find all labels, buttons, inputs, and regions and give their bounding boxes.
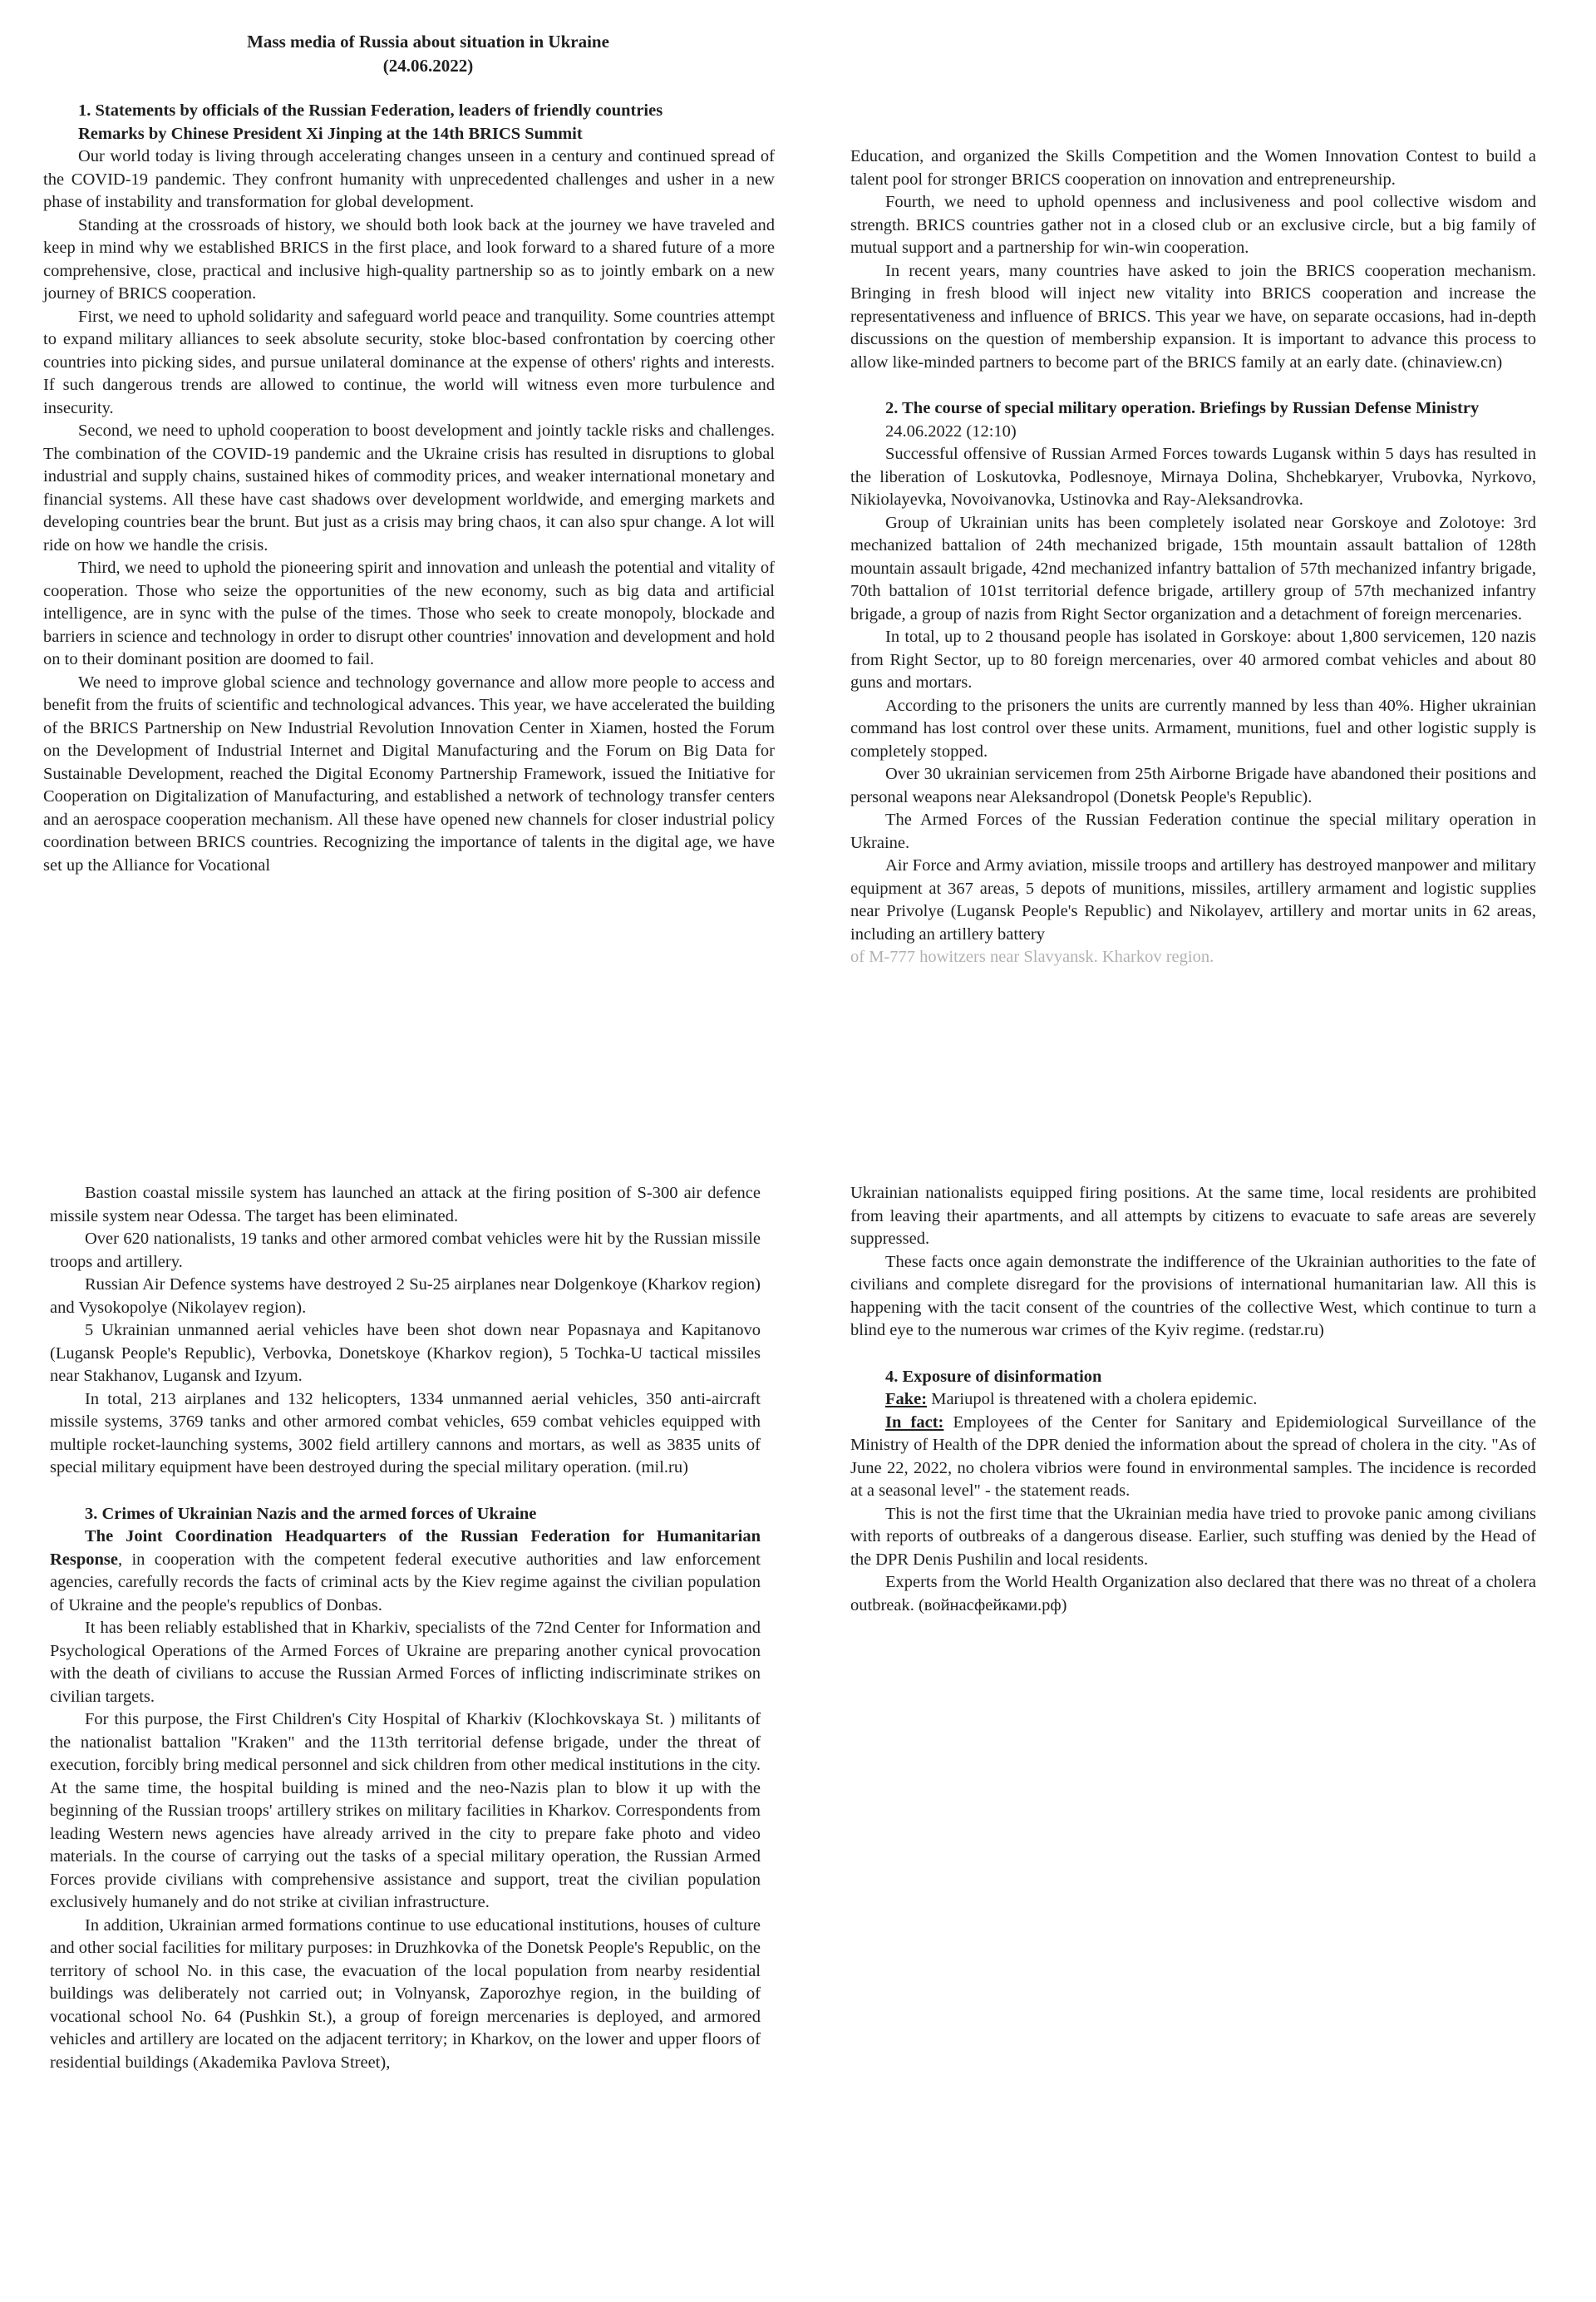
paragraph: Our world today is living through accelerating changes unseen in a century and continued spread of the COVID-19 pandemic. They confront humanity with unprecedented challenges and usher in a new phase of instability and transformation for global development. (43, 147, 775, 211)
column-bottom-right (850, 1182, 1536, 1617)
infact-text: Employees of the Center for Sanitary and Epidemiological Surveillance of the Ministry of Health of the DPR denied the information about the spread of cholera in the city. "As of June 22, 2022, no cholera vibrios were found in environmental samples. The incidence is recorded at a seasonal level" - the statement reads. (850, 1412, 1536, 1500)
paragraph: In total, up to 2 thousand people has isolated in Gorskoye: about 1,800 servicemen, 120 nazis from Right Sector, up to 80 foreign mercenaries, over 40 armored combat vehicles and about 80 guns and mortars. (850, 628, 1536, 692)
paragraph: Bastion coastal missile system has launched an attack at the firing position of S-300 air defence missile system near Odessa. The target has been eliminated. (50, 1184, 761, 1225)
paragraph: Russian Air Defence systems have destroyed 2 Su-25 airplanes near Dolgenkoye (Kharkov region) and Vysokopolye (Nikolayev region). (50, 1275, 761, 1317)
infact-paragraph (850, 1412, 1536, 1503)
section-2-heading: 2. The course of special military operation. Briefings by Russian Defense Ministry (885, 399, 1480, 417)
paragraph: Over 620 nationalists, 19 tanks and other armored combat vehicles were hit by the Russian missile troops and artillery. (50, 1230, 761, 1271)
fake-paragraph (850, 1388, 1536, 1412)
document-title (195, 30, 661, 78)
fake-text: Mariupol is threatened with a cholera epidemic. (927, 1390, 1258, 1408)
paragraph: According to the prisoners the units are currently manned by less than 40%. Higher ukrainian command has lost control over these units. Armament, munitions, fuel and other logistic supply is completely stopped. (850, 696, 1536, 761)
briefing-time: 24.06.2022 (12:10) (885, 421, 1017, 441)
paragraph: For this purpose, the First Children's City Hospital of Kharkiv (Klochkovskaya St. ) militants of the nationalist battalion "Kraken" and the 113th territorial defense brigade, under the threat of execution, forcibly bring medical personnel and sick children from other medical institutions in the city. At the same time, the hospital building is mined and the neo-Nazis plan to blow it up with the beginning of the Russian troops' artillery strikes on military facilities in Kharkov. Correspondents from leading Western news agencies have already arrived in the city to prepare fake photo and video materials. In the course of carrying out the tasks of a special military operation, the Russian Armed Forces provide civilians with comprehensive assistance and support, treat the civilian population exclusively humanely and do not strike at civilian infrastructure. (50, 1710, 761, 1911)
infact-label: In fact: (885, 1412, 944, 1432)
column-bottom-left (50, 1182, 761, 2074)
paragraph: Group of Ukrainian units has been completely isolated near Gorskoye and Zolotoye: 3rd mechanized battalion of 24th mechanized brigade, 15th mountain assault battalion of 128th mountain assault brigade, 42nd mechanized infantry battalion of 57th mechanized infantry brigade, 70th battalion of 101st territorial defence brigade, artillery group of 57th mechanized infantry brigade, a group of nazis from Right Sector organization and a detachment of foreign mercenaries. (850, 513, 1536, 624)
paragraph: First, we need to uphold solidarity and safeguard world peace and tranquility. Some countries attempt to expand military alliances to seek absolute security, stoke bloc-based confrontation by coercing other countries into picking sides, and pursue unilateral dominance at the expense of others' rights and interests. If such dangerous trends are allowed to continue, the world will witness even more turbulence and insecurity. (43, 307, 775, 417)
paragraph: In total, 213 airplanes and 132 helicopters, 1334 unmanned aerial vehicles, 350 anti-aircraft missile systems, 3769 tanks and other armored combat vehicles, 659 combat vehicles equipped with multiple rocket-launching systems, 3002 field artillery cannons and mortars, as well as 3835 units of special military equipment have been destroyed during the special military operation. (mil.ru) (50, 1389, 761, 1476)
paragraph: Third, we need to uphold the pioneering spirit and innovation and unleash the potential and vitality of cooperation. Those who seize the opportunities of the new economy, such as big data and artificial intelligence, are in sync with the pulse of the times. Those who seek to create monopoly, blockade and barriers in science and technology in order to disrupt other countries' innovation and development and hold on to their dominant position are doomed to fail. (43, 559, 775, 668)
paragraph: It has been reliably established that in Kharkiv, specialists of the 72nd Center for Information and Psychological Operations of the Armed Forces of Ukraine are preparing another cynical provocation with the death of civilians to accuse the Russian Armed Forces of inflicting indiscriminate strikes on civilian targets. (50, 1619, 761, 1706)
paragraph: Over 30 ukrainian servicemen from 25th Airborne Brigade have abandoned their positions and personal weapons near Aleksandropol (Donetsk People's Republic). (850, 765, 1536, 806)
section-3-heading: 3. Crimes of Ukrainian Nazis and the armed forces of Ukraine (85, 1504, 537, 1523)
paragraph: These facts once again demonstrate the indifference of the Ukrainian authorities to the fate of civilians and complete disregard for the provisions of international humanitarian law. All this is happening with the tacit consent of the countries of the collective West, which continue to turn a blind eye to the numerous war crimes of the Kyiv regime. (redstar.ru) (850, 1252, 1536, 1339)
jch-rest: , in cooperation with the competent federal executive authorities and law enforcement agencies, carefully records the facts of criminal acts by the Kiev regime against the civilian population of Ukraine and the people's republics of Donbas. (50, 1550, 761, 1614)
paragraph: Experts from the World Health Organization also declared that there was no threat of a cholera outbreak. (войнасфейками.рф) (850, 1573, 1536, 1614)
paragraph: Education, and organized the Skills Competition and the Women Innovation Contest to build a talent pool for stronger BRICS cooperation on innovation and entrepreneurship. (850, 147, 1536, 189)
paragraph: This is not the first time that the Ukrainian media have tried to provoke panic among civilians with reports of outbreaks of a dangerous disease. Earlier, such stuffing was denied by the Head of the DPR Denis Pushilin and local residents. (850, 1504, 1536, 1569)
section-1-subheading: Remarks by Chinese President Xi Jinping at the 14th BRICS Summit (78, 124, 583, 143)
paragraph: Fourth, we need to uphold openness and inclusiveness and pool collective wisdom and strength. BRICS countries gather not in a closed club or an exclusive circle, but a big family of mutual support and a partnership for win-win cooperation. (850, 193, 1536, 257)
paragraph (50, 1526, 761, 1617)
title-date: (24.06.2022) (382, 56, 474, 76)
paragraph: 5 Ukrainian unmanned aerial vehicles have been shot down near Popasnaya and Kapitanovo (Lugansk People's Republic), Verbovka, Donetskoye (Kharkov region), 5 Tochka-U tactical missiles near Stakhanov, Lugansk and Izyum. (50, 1321, 761, 1385)
jch-bold: The Joint Coordination Headquarters of the Russian Federation for Humanitarian Response (50, 1527, 761, 1569)
column-top-left (43, 100, 775, 877)
paragraph: In recent years, many countries have asked to join the BRICS cooperation mechanism. Bringing in fresh blood will inject new vitality into BRICS cooperation and increase the representativeness and influence of BRICS. This year we have, on separate occasions, had in-depth discussions on the question of membership expansion. It is important to advance this process to allow like-minded partners to become part of the BRICS family at an early date. (chinaview.cn) (850, 261, 1536, 372)
paragraph: Successful offensive of Russian Armed Forces towards Lugansk within 5 days has resulted in the liberation of Loskutovka, Podlesnoye, Mirnaya Dolina, Shchebkaryer, Vrubovka, Nyrkovo, Nikiolayevka, Novoivanovka, Ustinovka and Ray-Aleksandrovka. (850, 445, 1536, 509)
section-1-heading: 1. Statements by officials of the Russian Federation, leaders of friendly countries (78, 101, 663, 120)
paragraph: Air Force and Army aviation, missile troops and artillery has destroyed manpower and military equipment at 367 areas, 5 depots of munitions, missiles, artillery armament and logistic supplies near Privolye (Lugansk People's Republic) and Nikolayev, artillery and mortar units in 62 areas, including an artillery battery (850, 856, 1536, 944)
paragraph: Second, we need to uphold cooperation to boost development and jointly tackle risks and challenges. The combination of the COVID-19 pandemic and the Ukraine crisis has resulted in disruptions to global industrial and supply chains, sustained hikes of commodity prices, and weaker international monetary and financial systems. All these have cast shadows over development worldwide, and emerging markets and developing countries bear the brunt. But just as a crisis may bring chaos, it can also spur change. A lot will ride on how we handle the crisis. (43, 421, 775, 555)
title-text: Mass media of Russia about situation in Ukraine (247, 32, 609, 52)
paragraph: The Armed Forces of the Russian Federation continue the special military operation in Ukraine. (850, 811, 1536, 852)
cutoff-line: of M-777 howitzers near Slavyansk. Kharkov region. (850, 948, 1214, 966)
paragraph: Ukrainian nationalists equipped firing positions. At the same time, local residents are prohibited from leaving their apartments, and all attempts by citizens to evacuate to safe areas are severely suppressed. (850, 1184, 1536, 1248)
paragraph: We need to improve global science and technology governance and allow more people to access and benefit from the fruits of scientific and technological advances. This year, we have accelerated the building of the BRICS Partnership on New Industrial Revolution Innovation Center in Xiamen, hosted the Forum on the Development of Industrial Internet and Digital Manufacturing and the Forum on Big Data for Sustainable Development, reached the Digital Economy Partnership Framework, issued the Initiative for Cooperation on Digitalization of Manufacturing, and established a network of technology transfer centers and an aerospace cooperation mechanism. All these have opened new channels for closer industrial policy coordination between BRICS countries. Recognizing the importance of talents in the digital age, we have set up the Alliance for Vocational (43, 673, 775, 875)
column-top-right (850, 145, 1536, 969)
paragraph: In addition, Ukrainian armed formations continue to use educational institutions, houses of culture and other social facilities for military purposes: in Druzhkovka of the Donetsk People's Republic, on the territory of school No. in this case, the evacuation of the local population from nearby residential buildings was deliberately not carried out; in Volnyansk, Zaporozhye region, in the building of vocational school No. 64 (Pushkin St.), a group of foreign mercenaries is deployed, and armored vehicles and artillery are located on the adjacent territory; in Kharkov, on the lower and upper floors of residential buildings (Akademika Pavlova Street), (50, 1915, 761, 2072)
fake-label: Fake: (885, 1390, 928, 1408)
paragraph: Standing at the crossroads of history, we should both look back at the journey we have traveled and keep in mind why we established BRICS in the first place, and look forward to a shared future of a more comprehensive, close, practical and inclusive high-quality partnership so as to jointly embark on a new journey of BRICS cooperation. (43, 215, 775, 303)
section-4-heading: 4. Exposure of disinformation (885, 1367, 1102, 1386)
